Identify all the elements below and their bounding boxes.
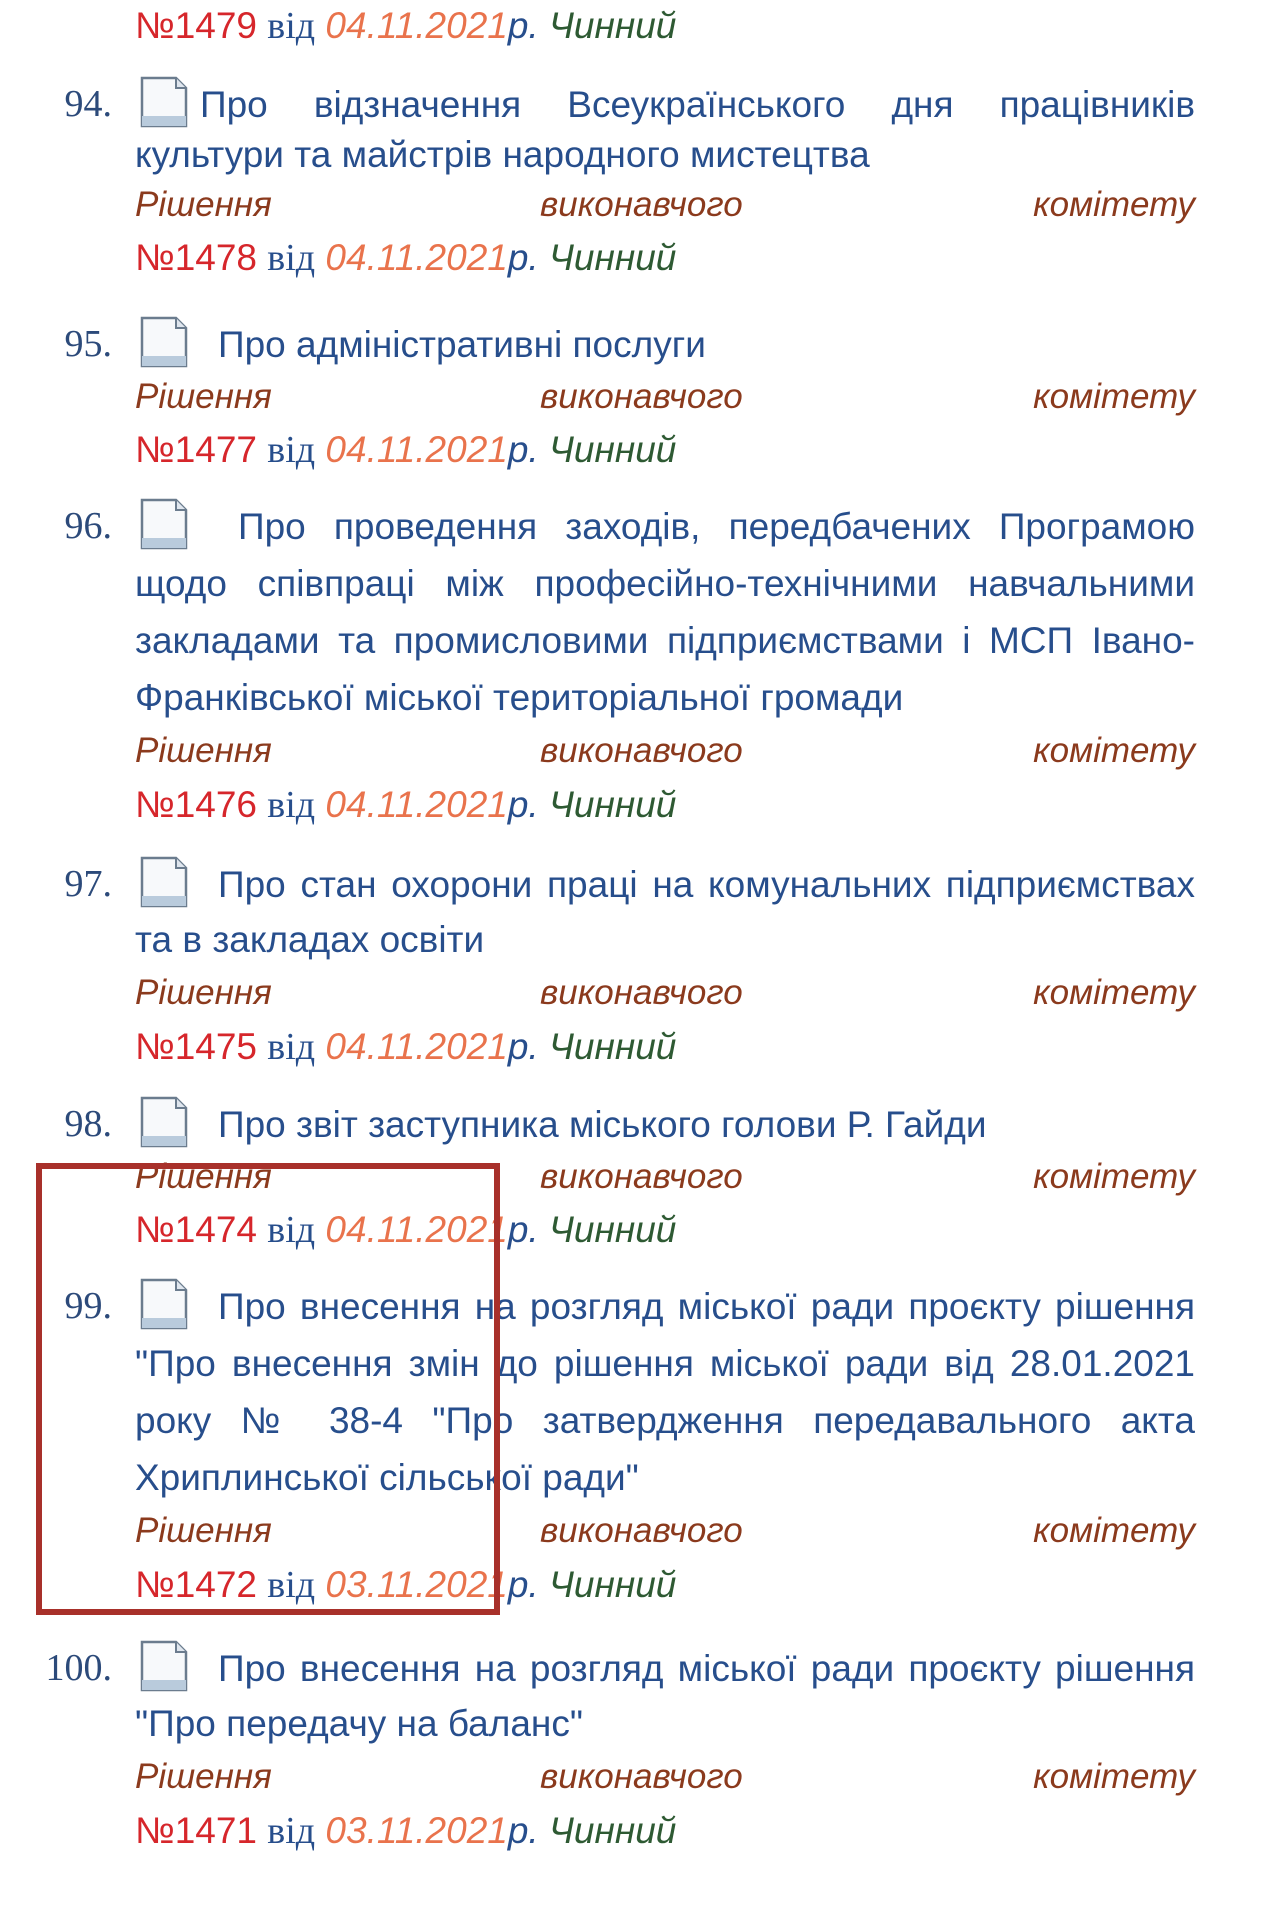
meta-word-executive: виконавчого [540, 1511, 743, 1550]
from-word: від [267, 1564, 316, 1606]
meta-word-committee: комітету [1033, 185, 1195, 224]
doc-number: №1476 [135, 784, 258, 825]
year-suffix: р. [507, 429, 539, 470]
decision-type [135, 966, 1195, 1020]
year-suffix: р. [507, 1810, 539, 1851]
from-word: від [267, 784, 316, 826]
item-number: 95. [64, 323, 112, 365]
decision-type [135, 178, 1195, 232]
year-suffix: р. [507, 1209, 539, 1250]
doc-number: №1478 [135, 237, 258, 278]
item-title-link[interactable]: Про внесення на розгляд міської ради проєкту рішення [218, 1648, 1195, 1689]
meta-word-decision: Рішення [135, 185, 272, 224]
decision-type [135, 1504, 1195, 1558]
meta-word-executive: виконавчого [540, 1757, 743, 1796]
doc-date: 03.11.2021 [325, 1810, 508, 1851]
decision-type [135, 1150, 1195, 1204]
item-title-link[interactable]: Про внесення на розгляд міської ради проєкту рішення [218, 1286, 1195, 1327]
status-label: Чинний [549, 237, 677, 278]
year-suffix: р. [507, 1026, 539, 1067]
item-title-link[interactable]: Про адміністративні послуги [218, 324, 706, 365]
doc-date: 03.11.2021 [325, 1564, 508, 1605]
doc-number: №1475 [135, 1026, 258, 1067]
item-title-link[interactable]: Про проведення заходів, передбачених Програмою [238, 506, 1195, 547]
document-icon[interactable] [138, 856, 190, 910]
item-title-link[interactable]: культури та майстрів народного мистецтва [135, 134, 870, 175]
year-suffix: р. [507, 5, 539, 46]
decision-meta [135, 1020, 676, 1074]
status-label: Чинний [549, 784, 677, 825]
decision-meta [135, 1558, 676, 1612]
doc-date: 04.11.2021 [325, 5, 508, 46]
document-icon[interactable] [138, 76, 190, 130]
from-word: від [267, 237, 316, 279]
document-icon[interactable] [138, 498, 190, 552]
decision-type [135, 1750, 1195, 1804]
decision-meta [135, 1804, 676, 1858]
meta-word-executive: виконавчого [540, 973, 743, 1012]
item-title-link[interactable]: "Про передачу на баланс" [135, 1703, 583, 1744]
status-label: Чинний [549, 1026, 677, 1067]
item-number: 96. [64, 505, 112, 547]
item-number: 99. [64, 1285, 112, 1327]
item-number: 98. [64, 1103, 112, 1145]
year-suffix: р. [507, 784, 539, 825]
from-word: від [267, 429, 316, 471]
item-title-link[interactable]: року № 38-4 "Про затвердження передавального акта [135, 1400, 1195, 1441]
year-suffix: р. [507, 1564, 539, 1605]
document-icon[interactable] [138, 316, 190, 370]
from-word: від [267, 5, 316, 47]
doc-number: №1474 [135, 1209, 258, 1250]
decision-meta [135, 423, 676, 477]
document-icon[interactable] [138, 1278, 190, 1332]
meta-word-decision: Рішення [135, 1757, 272, 1796]
meta-word-committee: комітету [1033, 1511, 1195, 1550]
item-title-link[interactable]: Хриплинської сільської ради" [135, 1457, 639, 1498]
doc-number: №1471 [135, 1810, 258, 1851]
doc-date: 04.11.2021 [325, 784, 508, 825]
meta-word-executive: виконавчого [540, 185, 743, 224]
decision-meta [135, 1203, 676, 1257]
meta-word-committee: комітету [1033, 973, 1195, 1012]
meta-word-committee: комітету [1033, 1157, 1195, 1196]
decision-type [135, 370, 1195, 424]
meta-word-executive: виконавчого [540, 1157, 743, 1196]
status-label: Чинний [549, 429, 677, 470]
doc-date: 04.11.2021 [325, 237, 508, 278]
status-label: Чинний [549, 1564, 677, 1605]
item-number: 100. [45, 1647, 112, 1689]
doc-number: №1472 [135, 1564, 258, 1605]
item-title-link[interactable]: закладами та промисловими підприємствами і МСП Івано- [135, 620, 1195, 661]
document-icon[interactable] [138, 1096, 190, 1150]
meta-word-executive: виконавчого [540, 731, 743, 770]
item-title-link[interactable]: щодо співпраці між професійно-технічними навчальними [135, 563, 1195, 604]
item-title-link[interactable]: Франківської міської територіальної громади [135, 677, 904, 718]
meta-word-decision: Рішення [135, 1157, 272, 1196]
doc-date: 04.11.2021 [325, 1026, 508, 1067]
item-title-link[interactable]: "Про внесення змін до рішення міської ради від 28.01.2021 [135, 1343, 1195, 1384]
doc-number: №1477 [135, 429, 258, 470]
top-partial-meta [135, 0, 676, 52]
decision-meta [135, 778, 676, 832]
item-number: 97. [64, 863, 112, 905]
status-label: Чинний [549, 5, 677, 46]
meta-word-committee: комітету [1033, 377, 1195, 416]
status-label: Чинний [549, 1810, 677, 1851]
from-word: від [267, 1810, 316, 1852]
meta-word-decision: Рішення [135, 1511, 272, 1550]
meta-word-decision: Рішення [135, 377, 272, 416]
item-number: 94. [64, 83, 112, 125]
document-icon[interactable] [138, 1640, 190, 1694]
doc-date: 04.11.2021 [325, 429, 508, 470]
meta-word-committee: комітету [1033, 1757, 1195, 1796]
meta-word-executive: виконавчого [540, 377, 743, 416]
doc-number: №1479 [135, 5, 258, 46]
meta-word-committee: комітету [1033, 731, 1195, 770]
status-label: Чинний [549, 1209, 677, 1250]
decision-type [135, 724, 1195, 778]
doc-date: 04.11.2021 [325, 1209, 508, 1250]
item-title-link[interactable]: Про відзначення Всеукраїнського дня працівників [200, 84, 1195, 125]
from-word: від [267, 1026, 316, 1068]
year-suffix: р. [507, 237, 539, 278]
item-title-link[interactable]: та в закладах освіти [135, 919, 485, 960]
item-title-link[interactable]: Про звіт заступника міського голови Р. Гайди [218, 1104, 987, 1145]
item-title-link[interactable]: Про стан охорони праці на комунальних підприємствах [218, 864, 1195, 905]
decision-meta [135, 231, 676, 285]
from-word: від [267, 1209, 316, 1251]
meta-word-decision: Рішення [135, 973, 272, 1012]
meta-word-decision: Рішення [135, 731, 272, 770]
